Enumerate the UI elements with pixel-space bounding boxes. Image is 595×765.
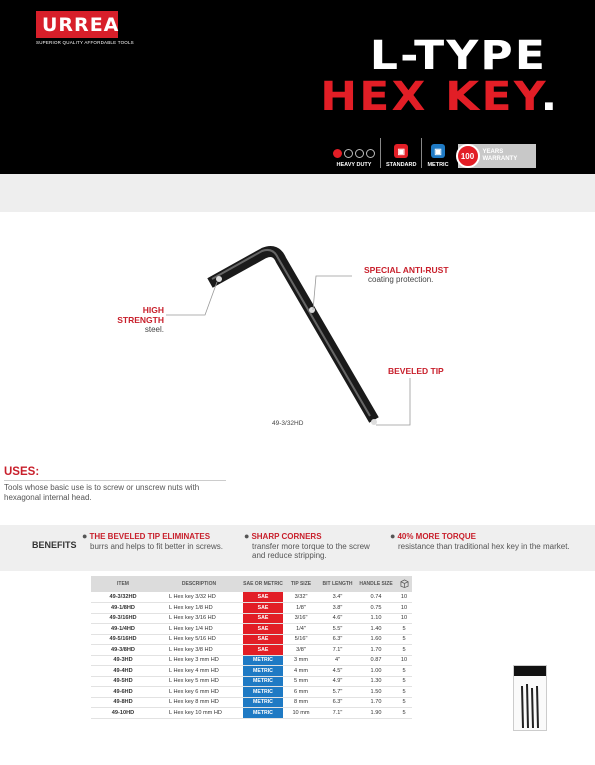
cell-bit: 6.3": [319, 697, 356, 708]
high-strength-callout: [96, 305, 164, 334]
cell-tip: 1/4": [283, 624, 319, 635]
col-description: DESCRIPTION: [155, 576, 243, 592]
uses-divider: [4, 480, 226, 481]
col-standard: SAE OR METRIC: [243, 576, 283, 592]
cell-bit: 4": [319, 655, 356, 666]
cell-std: SAE: [243, 603, 283, 614]
cell-item: 49-3/16HD: [91, 613, 155, 624]
title-line1: L-TYPE: [369, 33, 547, 79]
cell-item: 49-10HD: [91, 708, 155, 719]
cell-tip: 3/8": [283, 645, 319, 656]
benefit-item: [390, 532, 570, 551]
cell-qty: 5: [396, 708, 412, 719]
benefit-heading: THE BEVELED TIP ELIMINATES: [89, 532, 211, 541]
anti-rust-heading: SPECIAL ANTI-RUST: [364, 265, 449, 275]
cell-desc: L Hex key 3/32 HD: [155, 592, 243, 603]
title-line2-text: HEX KEY: [319, 74, 541, 120]
col-tip-size: TIP SIZE: [283, 576, 319, 592]
cell-item: 49-3/32HD: [91, 592, 155, 603]
cell-handle: 1.30: [356, 676, 396, 687]
cell-handle: 1.70: [356, 645, 396, 656]
cell-std: METRIC: [243, 655, 283, 666]
cell-qty: 5: [396, 687, 412, 698]
cell-tip: 8 mm: [283, 697, 319, 708]
anti-rust-text: coating protection.: [368, 275, 434, 284]
cell-desc: L Hex key 10 mm HD: [155, 708, 243, 719]
cell-bit: 5.5": [319, 624, 356, 635]
cell-bit: 5.7": [319, 687, 356, 698]
cell-std: METRIC: [243, 666, 283, 677]
brand-tagline: SUPERIOR QUALITY AFFORDABLE TOOLS: [36, 40, 134, 45]
cell-std: METRIC: [243, 687, 283, 698]
cell-desc: L Hex key 8 mm HD: [155, 697, 243, 708]
cell-handle: 0.74: [356, 592, 396, 603]
benefit-item: [82, 532, 232, 551]
grey-band: [0, 174, 595, 212]
table-row: [91, 655, 412, 666]
cell-std: SAE: [243, 592, 283, 603]
cell-handle: 1.60: [356, 634, 396, 645]
table-row: [91, 613, 412, 624]
beveled-tip-heading: BEVELED TIP: [388, 366, 444, 376]
cell-handle: 1.50: [356, 687, 396, 698]
heavy-duty-badge: [328, 149, 380, 168]
benefit-body: burrs and helps to fit better in screws.: [90, 541, 223, 551]
cell-tip: 10 mm: [283, 708, 319, 719]
cell-item: 49-6HD: [91, 687, 155, 698]
cell-tip: 5 mm: [283, 676, 319, 687]
benefit-heading: 40% MORE TORQUE: [397, 532, 476, 541]
cell-bit: 4.5": [319, 666, 356, 677]
cell-item: 49-4HD: [91, 666, 155, 677]
heavy-duty-label: HEAVY DUTY: [336, 162, 372, 168]
uses-title: USES:: [4, 466, 40, 478]
cell-item: 49-8HD: [91, 697, 155, 708]
cell-tip: 5/16": [283, 634, 319, 645]
cell-desc: L Hex key 1/4 HD: [155, 624, 243, 635]
uses-text: Tools whose basic use is to screw or unscrew nuts with hexagonal internal head.: [4, 483, 200, 502]
cell-qty: 5: [396, 676, 412, 687]
benefit-item: [244, 532, 376, 561]
cell-qty: 5: [396, 697, 412, 708]
table-row: [91, 634, 412, 645]
brand-logo: [36, 11, 134, 45]
bullet-icon: ●: [244, 531, 250, 541]
model-label: 49-3/32HD: [272, 420, 304, 427]
cell-std: METRIC: [243, 676, 283, 687]
beveled-tip-callout: [388, 366, 444, 376]
anti-rust-callout: [364, 265, 449, 284]
benefit-heading: SHARP CORNERS: [251, 532, 322, 541]
cell-std: SAE: [243, 634, 283, 645]
cell-item: 49-3HD: [91, 655, 155, 666]
warranty-line2: WARRANTY: [482, 156, 518, 162]
cell-std: METRIC: [243, 708, 283, 719]
cell-item: 49-5HD: [91, 676, 155, 687]
cell-desc: L Hex key 5 mm HD: [155, 676, 243, 687]
cell-tip: 3/16": [283, 613, 319, 624]
high-strength-heading: HIGH STRENGTH: [117, 305, 164, 325]
table-row: [91, 603, 412, 614]
warranty-line1: YEARS: [482, 149, 504, 155]
cell-item: 49-5/16HD: [91, 634, 155, 645]
table-row: [91, 645, 412, 656]
cell-desc: L Hex key 1/8 HD: [155, 603, 243, 614]
bullet-icon: ●: [390, 531, 396, 541]
cell-qty: 5: [396, 645, 412, 656]
table-row: [91, 624, 412, 635]
benefit-body: transfer more torque to the screw and reduce stripping.: [252, 541, 370, 560]
cell-desc: L Hex key 4 mm HD: [155, 666, 243, 677]
cell-handle: 0.75: [356, 603, 396, 614]
table-row: [91, 697, 412, 708]
feature-badges: [328, 134, 536, 168]
standard-badge: [381, 144, 421, 168]
cell-desc: L Hex key 3 mm HD: [155, 655, 243, 666]
table-header-row: [91, 576, 412, 592]
cell-std: SAE: [243, 613, 283, 624]
cell-bit: 3.4": [319, 592, 356, 603]
cell-std: SAE: [243, 624, 283, 635]
cell-qty: 10: [396, 592, 412, 603]
cell-bit: 3.8": [319, 603, 356, 614]
bullet-icon: ●: [82, 531, 88, 541]
cell-handle: 1.70: [356, 697, 396, 708]
cell-std: SAE: [243, 645, 283, 656]
cell-qty: 10: [396, 655, 412, 666]
cell-bit: 4.9": [319, 676, 356, 687]
metric-badge: [422, 144, 453, 168]
cell-tip: 6 mm: [283, 687, 319, 698]
cell-desc: L Hex key 6 mm HD: [155, 687, 243, 698]
cell-handle: 1.10: [356, 613, 396, 624]
cell-qty: 5: [396, 634, 412, 645]
table-row: [91, 666, 412, 677]
cell-bit: 7.1": [319, 645, 356, 656]
cell-bit: 4.6": [319, 613, 356, 624]
warranty-number: 100: [456, 144, 480, 168]
title-line2: [319, 74, 559, 120]
cell-tip: 4 mm: [283, 666, 319, 677]
cell-item: 49-1/8HD: [91, 603, 155, 614]
cell-tip: 3/32": [283, 592, 319, 603]
warranty-text: [483, 149, 518, 163]
hex-key-icon: [210, 250, 377, 425]
heavy-duty-icon: [333, 149, 375, 158]
col-item: ITEM: [91, 576, 155, 592]
metric-label: METRIC: [427, 162, 449, 168]
cell-handle: 1.40: [356, 624, 396, 635]
cell-desc: L Hex key 3/16 HD: [155, 613, 243, 624]
col-bit-length: BIT LENGTH: [319, 576, 356, 592]
warranty-badge: [458, 144, 536, 168]
metric-icon: ▣: [431, 144, 445, 158]
cell-desc: L Hex key 3/8 HD: [155, 645, 243, 656]
cell-handle: 1.90: [356, 708, 396, 719]
cell-qty: 5: [396, 624, 412, 635]
table-row: [91, 687, 412, 698]
table-row: [91, 676, 412, 687]
cell-item: 49-3/8HD: [91, 645, 155, 656]
cell-bit: 6.3": [319, 634, 356, 645]
benefits-label: BENEFITS: [32, 540, 77, 550]
spec-table: [91, 576, 412, 719]
cell-handle: 0.87: [356, 655, 396, 666]
table-row: [91, 592, 412, 603]
title-dot: .: [540, 74, 559, 120]
package-icon: [396, 576, 412, 592]
standard-icon: ▣: [394, 144, 408, 158]
cell-desc: L Hex key 5/16 HD: [155, 634, 243, 645]
cell-item: 49-1/4HD: [91, 624, 155, 635]
cell-tip: 1/8": [283, 603, 319, 614]
cell-qty: 10: [396, 603, 412, 614]
standard-label: STANDARD: [386, 162, 417, 168]
cell-std: METRIC: [243, 697, 283, 708]
col-handle-size: HANDLE SIZE: [356, 576, 396, 592]
cell-bit: 7.1": [319, 708, 356, 719]
header-banner: [0, 0, 595, 174]
cell-qty: 10: [396, 613, 412, 624]
brand-name: URREA: [36, 11, 118, 38]
product-package-image: [513, 665, 547, 731]
table-row: [91, 708, 412, 719]
benefit-body: resistance than traditional hex key in the market.: [398, 541, 570, 551]
cell-qty: 5: [396, 666, 412, 677]
cell-handle: 1.00: [356, 666, 396, 677]
high-strength-text: steel.: [144, 325, 164, 334]
cell-tip: 3 mm: [283, 655, 319, 666]
